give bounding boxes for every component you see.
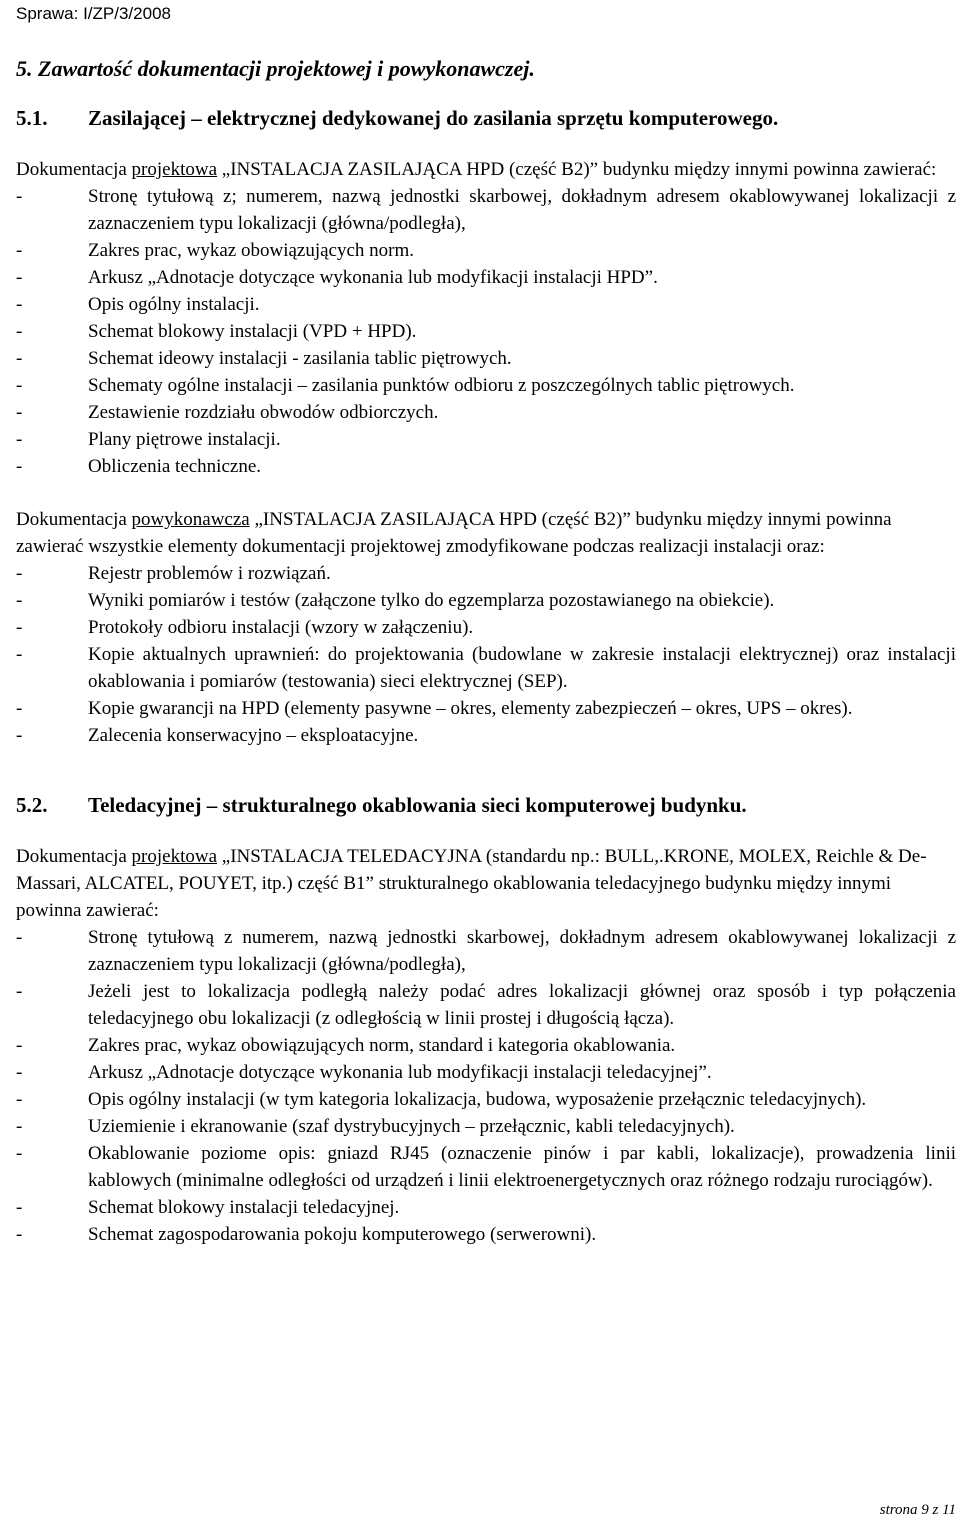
list-item-text: Schemat blokowy instalacji teledacyjnej. xyxy=(88,1197,400,1218)
list-item xyxy=(16,1221,956,1248)
list-item-text: Arkusz „Adnotacje dotyczące wykonania lub modyfikacji instalacji teledacyjnej”. xyxy=(88,1062,712,1083)
list-item xyxy=(16,924,956,978)
list-item-text: Arkusz „Adnotacje dotyczące wykonania lub modyfikacji instalacji HPD”. xyxy=(88,267,658,288)
section-heading xyxy=(16,54,956,104)
list-item-text: Schemat ideowy instalacji - zasilania tablic piętrowych. xyxy=(88,348,512,369)
list-item-text: Protokoły odbioru instalacji (wzory w załączeniu). xyxy=(88,617,474,638)
intro-text: „INSTALACJA ZASILAJĄCA HPD (część B2)” budynku między innymi powinna zawierać wszystkie elementy dokumentacji projektowej zmodyfikowane podczas realizacji instalacji oraz: xyxy=(16,509,892,557)
as-built-docs-intro xyxy=(16,506,956,560)
list-item xyxy=(16,372,956,399)
list-item-text: Zalecenia konserwacyjno – eksploatacyjne. xyxy=(88,725,419,746)
subsection-number: 5.2. xyxy=(16,793,48,817)
section-title: Zawartość dokumentacji projektowej i powykonawczej. xyxy=(38,56,535,81)
list-item xyxy=(16,399,956,426)
list-item-text: - Stronę tytułową z; numerem, nazwą jednostki skarbowej, dokładnym adresem okablowywanej lokalizacji z zaznaczeniem typu lokalizacji (główna/podległa), xyxy=(88,186,956,234)
intro-underlined: projektowa xyxy=(131,159,218,180)
list-item xyxy=(16,318,956,345)
list-item xyxy=(16,453,956,480)
list-item xyxy=(16,978,956,1032)
list-item xyxy=(16,1086,956,1113)
subsection-heading-5-1 xyxy=(16,104,956,156)
intro-text: Dokumentacja xyxy=(16,159,132,180)
list-item xyxy=(16,291,956,318)
list-item xyxy=(16,560,956,587)
list-item-text: Zakres prac, wykaz obowiązujących norm. xyxy=(88,240,415,261)
telecom-docs-list xyxy=(16,924,956,1248)
as-built-docs-list xyxy=(16,560,956,749)
list-item xyxy=(16,1059,956,1086)
list-item-text: - Stronę tytułową z numerem, nazwą jednostki skarbowej, dokładnym adresem okablowywanej lokalizacji z zaznaczeniem typu lokalizacji (główna/podległa), xyxy=(88,927,956,975)
document-page xyxy=(16,0,956,1248)
intro-underlined: projektowa xyxy=(131,846,218,867)
list-item-text: Zakres prac, wykaz obowiązujących norm, standard i kategoria okablowania. xyxy=(88,1035,676,1056)
list-item xyxy=(16,1113,956,1140)
telecom-docs-intro xyxy=(16,843,956,924)
list-item xyxy=(16,345,956,372)
list-item xyxy=(16,695,956,722)
list-item xyxy=(16,426,956,453)
spacer xyxy=(16,749,956,791)
subsection-title: Zasilającej – elektrycznej dedykowanej do zasilania sprzętu komputerowego. xyxy=(88,106,779,130)
section-number: 5. xyxy=(16,56,33,81)
list-item xyxy=(16,1140,956,1194)
list-item-text: - Okablowanie poziome opis: gniazd RJ45 (oznaczenie pinów i par kabli, lokalizacje), prowadzenia linii kablowych (minimalne odległości od urządzeń i linii elektroenergetycznych oraz różnego rodzaju rurociągów). xyxy=(88,1143,956,1191)
spacer xyxy=(16,480,956,506)
intro-text: Dokumentacja xyxy=(16,509,132,530)
list-item xyxy=(16,183,956,237)
list-item-text: - Opis ogólny instalacji (w tym kategoria lokalizacja, budowa, wyposażenie przełącznic teledacyjnych). xyxy=(88,1089,867,1110)
list-item xyxy=(16,587,956,614)
list-item-text: - Kopie aktualnych uprawnień: do projektowania (budowlane w zakresie instalacji elektrycznej) oraz instalacji okablowania i pomiarów (testowania) sieci elektrycznej (SEP). xyxy=(88,644,956,692)
design-docs-intro xyxy=(16,156,956,183)
list-item xyxy=(16,722,956,749)
list-item-text: Schemat blokowy instalacji (VPD + HPD). xyxy=(88,321,417,342)
list-item-text: - Kopie gwarancji na HPD (elementy pasywne – okres, elementy zabezpieczeń – okres, UPS – okres). xyxy=(88,698,853,719)
list-item xyxy=(16,614,956,641)
list-item-text: - Schematy ogólne instalacji – zasilania punktów odbioru z poszczególnych tablic piętrowych. xyxy=(88,375,795,396)
list-item-text: Schemat zagospodarowania pokoju komputerowego (serwerowni). xyxy=(88,1224,597,1245)
list-item xyxy=(16,1194,956,1221)
case-number: Sprawa: I/ZP/3/2008 xyxy=(16,4,171,23)
intro-text: „INSTALACJA ZASILAJĄCA HPD (część B2)” budynku między innymi powinna zawierać: xyxy=(217,159,937,180)
list-item-text: Plany piętrowe instalacji. xyxy=(88,429,281,450)
list-item-text: Uziemienie i ekranowanie (szaf dystrybucyjnych – przełącznic, kabli teledacyjnych). xyxy=(88,1116,735,1137)
page-number: strona 9 z 11 xyxy=(879,1502,956,1518)
list-item-text: Wyniki pomiarów i testów (załączone tylko do egzemplarza pozostawianego na obiekcie). xyxy=(88,590,775,611)
subsection-heading-5-2 xyxy=(16,791,956,843)
list-item xyxy=(16,1032,956,1059)
intro-text: „INSTALACJA TELEDACYJNA (standardu np.: BULL,.KRONE, MOLEX, Reichle & De-Massari, ALCATEL, POUYET, itp.) część B1” strukturalnego okablowania teledacyjnego budynku między innymi powinna zawierać: xyxy=(16,846,927,921)
list-item-text: - Jeżeli jest to lokalizacja podległą należy podać adres lokalizacji głównej oraz sposób i typ połączenia teledacyjnego obu lokalizacji (z odległością w linii prostej i długością łącza). xyxy=(88,981,956,1029)
design-docs-list xyxy=(16,183,956,480)
subsection-title: Teledacyjnej – strukturalnego okablowania sieci komputerowej budynku. xyxy=(88,793,747,817)
list-item-text: Rejestr problemów i rozwiązań. xyxy=(88,563,331,584)
intro-text: Dokumentacja xyxy=(16,846,132,867)
list-item-text: Zestawienie rozdziału obwodów odbiorczych. xyxy=(88,402,439,423)
subsection-number: 5.1. xyxy=(16,106,48,130)
list-item xyxy=(16,237,956,264)
list-item xyxy=(16,264,956,291)
list-item xyxy=(16,641,956,695)
list-item-text: Obliczenia techniczne. xyxy=(88,456,262,477)
intro-underlined: powykonawcza xyxy=(131,509,250,530)
list-item-text: Opis ogólny instalacji. xyxy=(88,294,260,315)
